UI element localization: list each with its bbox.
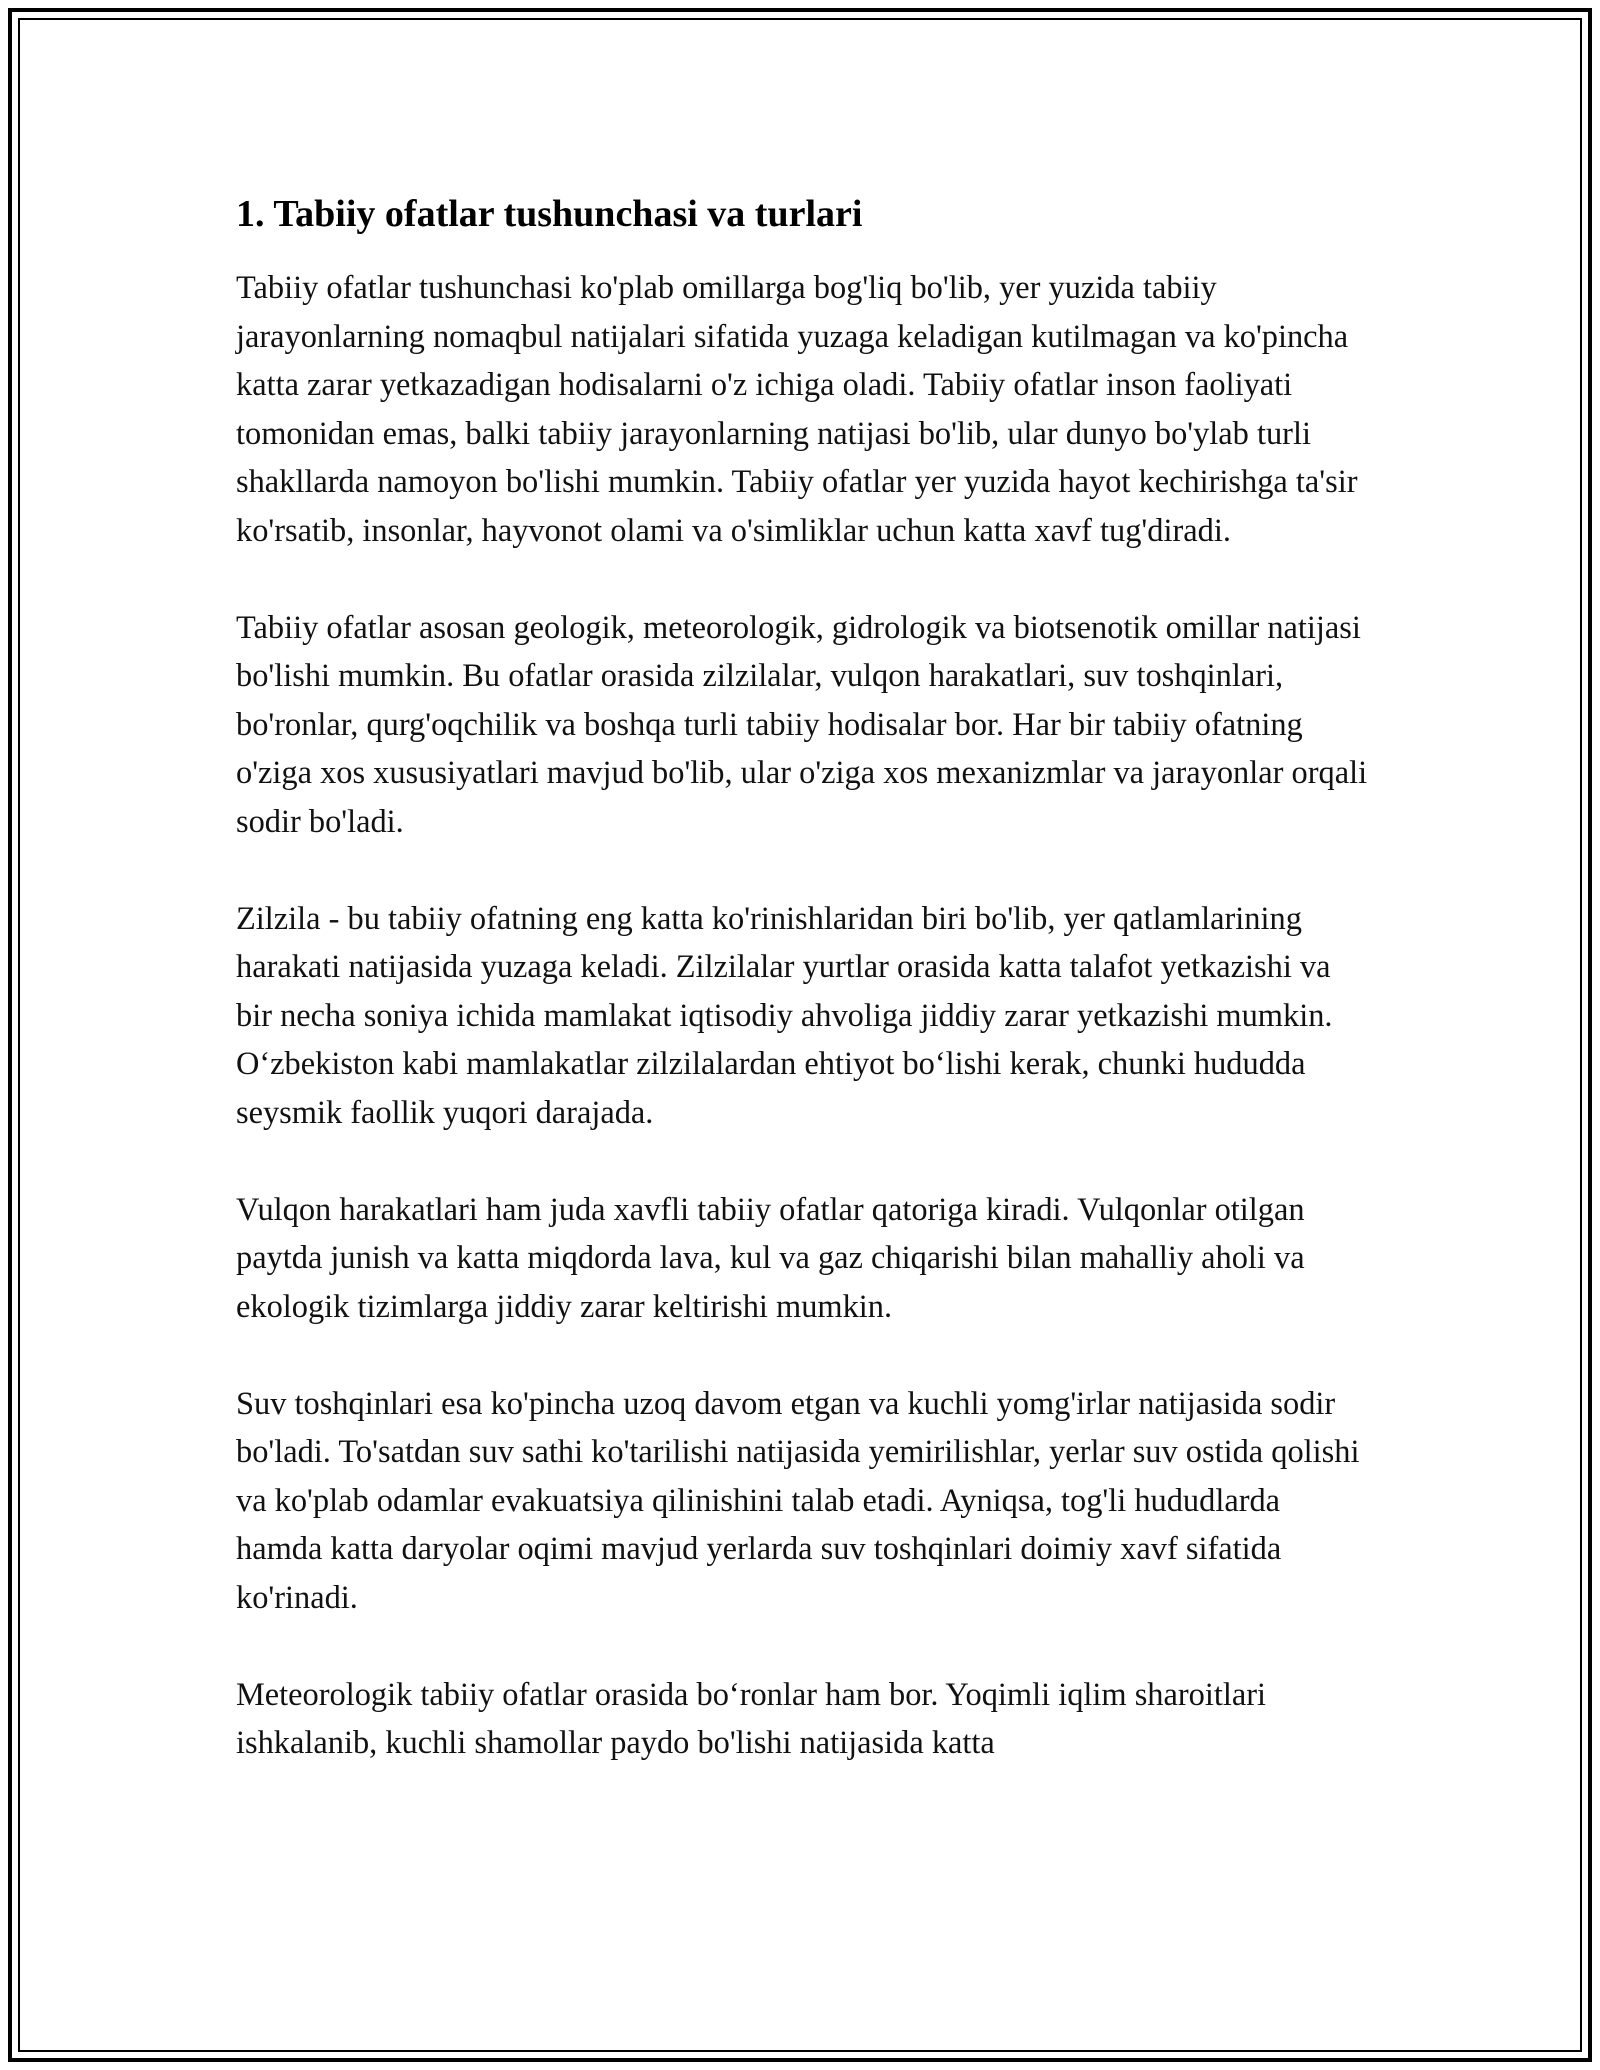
paragraph-definition: Tabiiy ofatlar tushunchasi ko'plab omillarga bog'liq bo'lib, yer yuzida tabiiy jarayonlarning nomaqbul natijalari sifatida yuzaga keladigan kutilmagan va ko'pincha katta zarar yetkazadigan hodisalarni o'z ichiga oladi. Tabiiy ofatlar inson faoliyati tomonidan emas, balki tabiiy jarayonlarning natijasi bo'lib, ular dunyo bo'ylab turli shakllarda namoyon bo'lishi mumkin. Tabiiy ofatlar yer yuzida hayot kechirishga ta'sir ko'rsatib, insonlar, hayvonot olami va o'simliklar uchun katta xavf tug'diradi. [236,270,1358,549]
paragraph-flood: Suv toshqinlari esa ko'pincha uzoq davom etgan va kuchli yomg'irlar natijasida sodir bo'ladi. To'satdan suv sathi ko'tarilishi natijasida yemirilishlar, yerlar suv ostida qolishi va ko'plab odamlar evakuatsiya qilinishini talab etadi. Ayniqsa, tog'li hududlarda hamda katta daryolar oqimi mavjud yerlarda suv toshqinlari doimiy xavf sifatida ko'rinadi. [236,1385,1360,1616]
document-body [236,186,1374,1768]
section-heading: 1. Tabiiy ofatlar tushunchasi va turlari [236,193,863,235]
paragraph-types: Tabiiy ofatlar asosan geologik, meteorologik, gidrologik va biotsenotik omillar natijasi bo'lishi mumkin. Bu ofatlar orasida zilzilalar, vulqon harakatlari, suv toshqinlari, bo'ronlar, qurg'oqchilik va boshqa turli tabiiy hodisalar bor. Har bir tabiiy ofatning o'ziga xos xususiyatlari mavjud bo'lib, ular o'ziga xos mexanizmlar va jarayonlar orqali sodir bo'ladi. [236,609,1368,840]
paragraph-storm: Meteorologik tabiiy ofatlar orasida bo‘ronlar ham bor. Yoqimli iqlim sharoitlari ishkalanib, kuchli shamollar paydo bo'lishi natijasida katta [236,1676,1267,1761]
paragraph-volcano: Vulqon harakatlari ham juda xavfli tabiiy ofatlar qatoriga kiradi. Vulqonlar otilgan paytda junish va katta miqdorda lava, kul va gaz chiqarishi bilan mahalliy aholi va ekologik tizimlarga jiddiy zarar keltirishi mumkin. [236,1191,1305,1325]
paragraph-earthquake: Zilzila - bu tabiiy ofatning eng katta ko'rinishlaridan biri bo'lib, yer qatlamlarining harakati natijasida yuzaga keladi. Zilzilalar yurtlar orasida katta talafot yetkazishi va bir necha soniya ichida mamlakat iqtisodiy ahvoliga jiddiy zarar yetkazishi mumkin. O‘zbekiston kabi mamlakatlar zilzilalardan ehtiyot bo‘lishi kerak, chunki hududda seysmik faollik yuqori darajada. [236,900,1333,1131]
